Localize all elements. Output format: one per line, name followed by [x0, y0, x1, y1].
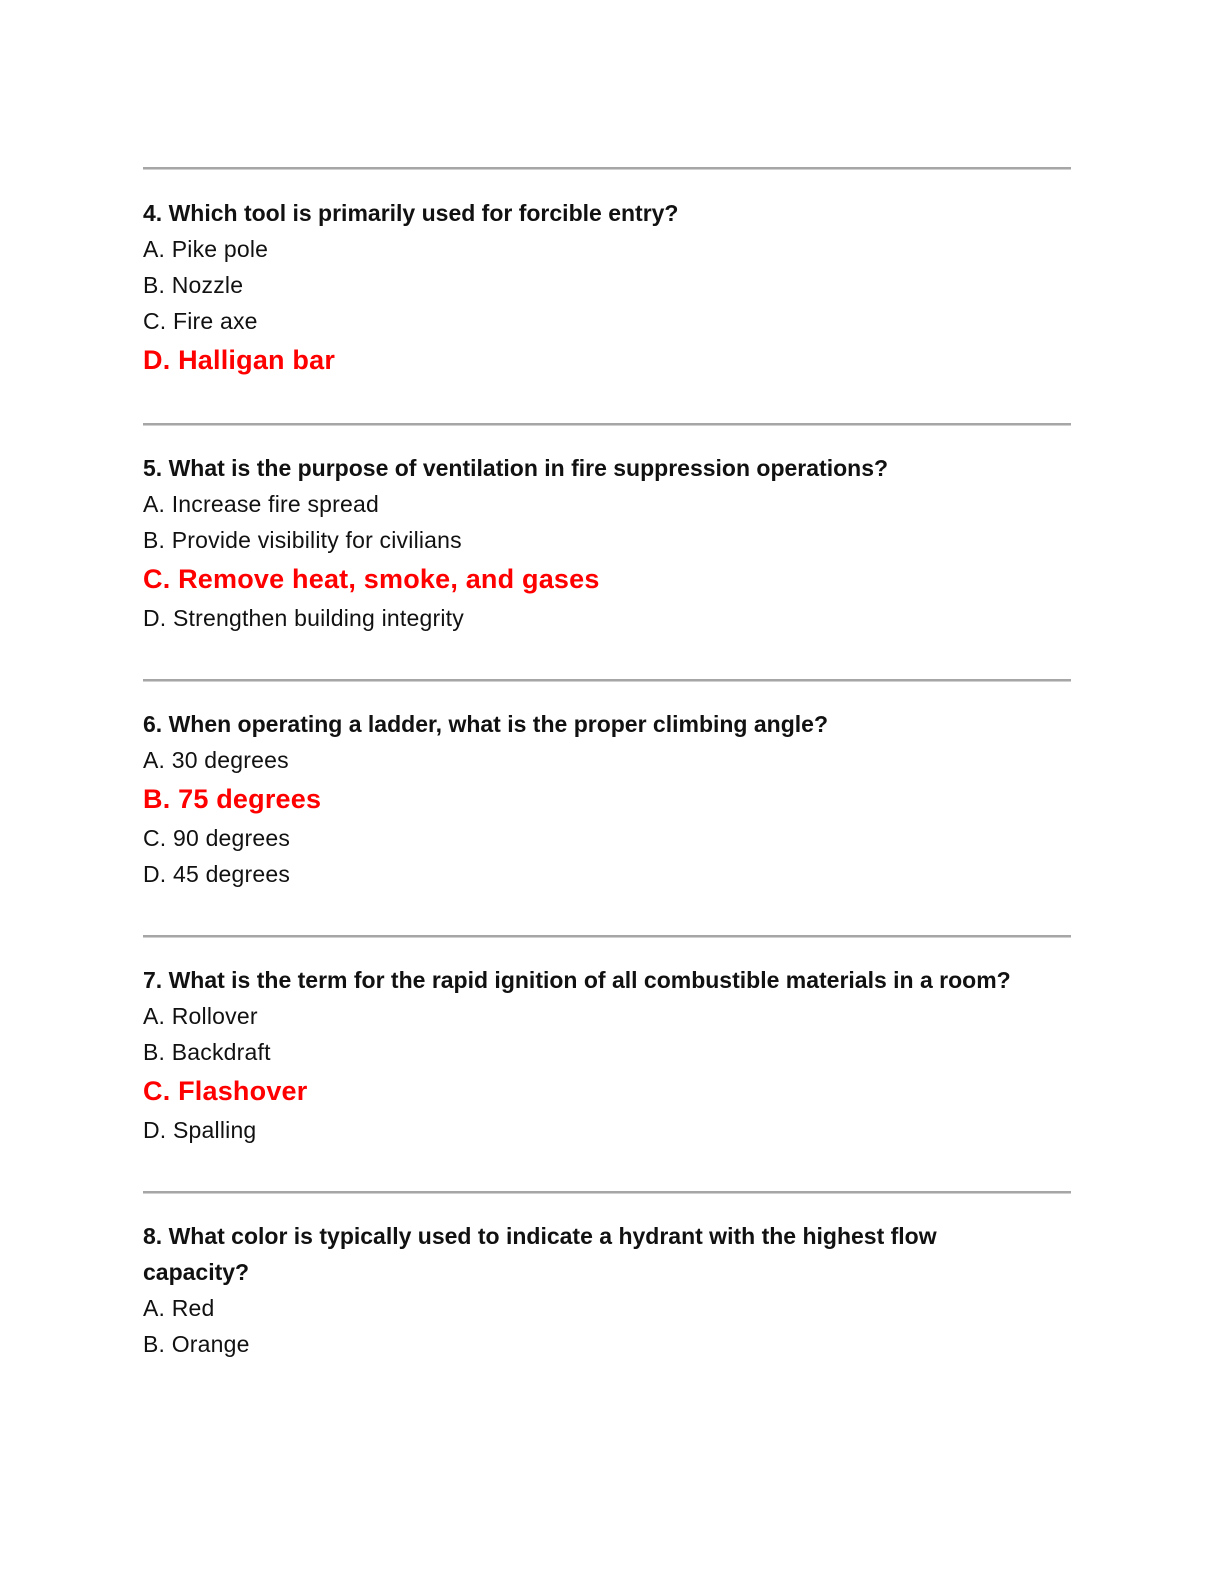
divider-rule	[143, 935, 1071, 938]
divider-rule	[143, 1191, 1071, 1194]
answer-option: B. Provide visibility for civilians	[143, 527, 462, 553]
question-text: 5. What is the purpose of ventilation in fire suppression operations?	[143, 455, 889, 481]
answer-option: D. Strengthen building integrity	[143, 605, 464, 631]
answer-option: D. 45 degrees	[143, 861, 291, 887]
question-block-5	[143, 450, 1083, 636]
answer-option: B. Backdraft	[143, 1039, 271, 1065]
answer-option: D. Spalling	[143, 1117, 257, 1143]
answer-option: A. Red	[143, 1295, 215, 1321]
answer-option: A. Rollover	[143, 1003, 258, 1029]
answer-option: A. Increase fire spread	[143, 491, 379, 517]
answer-option: C. 90 degrees	[143, 825, 291, 851]
question-text: 8. What color is typically used to indicate a hydrant with the highest flow capacity?	[143, 1223, 937, 1285]
question-text: 4. Which tool is primarily used for forcible entry?	[143, 200, 679, 226]
correct-answer-option: D. Halligan bar	[143, 345, 336, 375]
divider-rule	[143, 679, 1071, 682]
question-block-7	[143, 962, 1083, 1148]
answer-option: B. Orange	[143, 1331, 250, 1357]
question-block-6	[143, 706, 1083, 892]
correct-answer-option: C. Flashover	[143, 1076, 308, 1106]
answer-option: B. Nozzle	[143, 272, 244, 298]
question-text: 6. When operating a ladder, what is the proper climbing angle?	[143, 711, 828, 737]
question-block-8	[143, 1218, 993, 1362]
answer-option: C. Fire axe	[143, 308, 258, 334]
divider-rule	[143, 423, 1071, 426]
answer-option: A. Pike pole	[143, 236, 269, 262]
correct-answer-option: B. 75 degrees	[143, 784, 322, 814]
answer-option: A. 30 degrees	[143, 747, 289, 773]
correct-answer-option: C. Remove heat, smoke, and gases	[143, 564, 600, 594]
question-block-4	[143, 195, 1083, 381]
question-text: 7. What is the term for the rapid ignition of all combustible materials in a room?	[143, 967, 1011, 993]
divider-rule	[143, 167, 1071, 170]
